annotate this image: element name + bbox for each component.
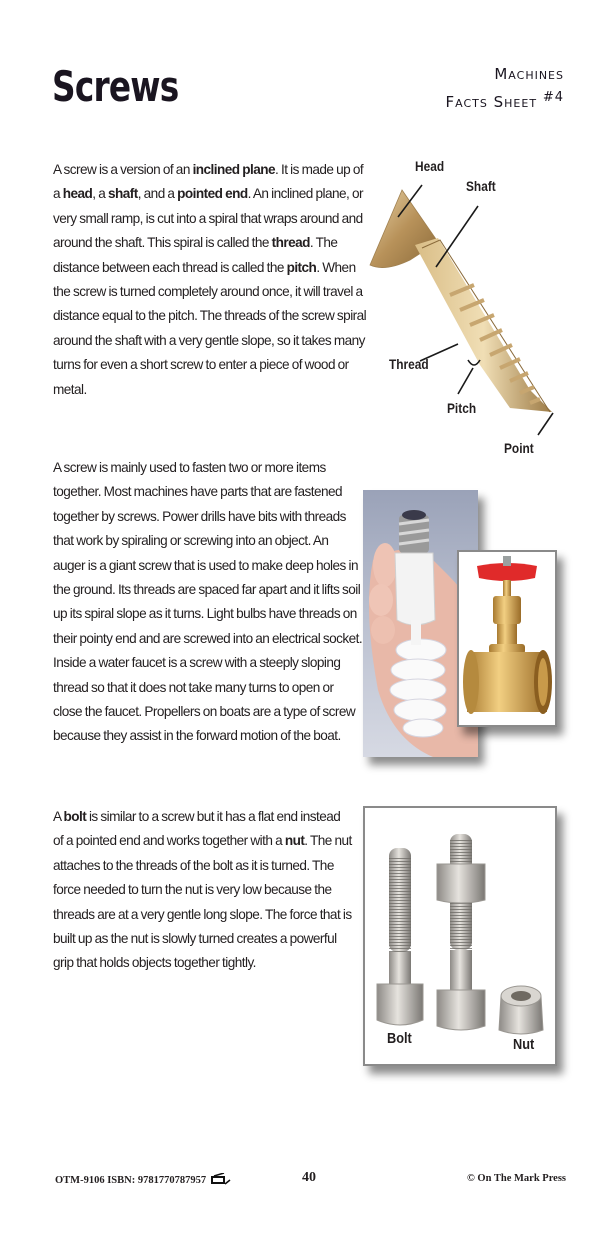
shaft-leader — [436, 206, 478, 267]
bolts-and-nut-image — [365, 808, 555, 1064]
pitch-leader — [458, 368, 473, 394]
sheet-number: #4 — [542, 90, 564, 105]
label-shaft: Shaft — [466, 178, 496, 194]
point-leader — [538, 413, 553, 435]
label-thread: Thread — [389, 356, 429, 372]
paragraph-screw-uses: A screw is mainly used to fasten two or more items together. Most machines have parts that are fastened together by screws. Power drills have bits with threads that work by spiraling or screwing into an object. An auger is a giant screw that is used to make deep holes in the ground. Its threads are spaced far apart and it lifts soil up its spiral slope as it turns. Light bulbs have threads on their pointy end and are screwed into an electrical socket. Inside a water faucet is a screw with a steeply sloping thread so that it does not take many turns to open or close the faucet. Propellers on boats are a type of screw because they assist in the forward motion of the boat. — [53, 460, 363, 744]
page-title: Screws — [52, 62, 179, 111]
footer-code: OTM-9106 ISBN: 9781770787957 — [55, 1173, 232, 1188]
water-faucet-image — [459, 552, 555, 725]
label-bolt: Bolt — [387, 1030, 412, 1047]
series-heading — [446, 62, 564, 114]
paragraph-screw-definition: A screw is a version of an inclined plane. It is made up of a head, a shaft, and a pointed end. An inclined plane, or very small ramp, is cut into a spiral that wraps around and around the shaft. This spiral is called the thread. The distance between each thread is called the pitch. When the screw is turned completely around once, it will travel a distance equal to the pitch. The threads of the screw spiral around the shaft with a very gentle slope, so it takes many turns for even a short screw to enter a piece of wood or metal. — [53, 162, 367, 397]
paragraph-bolt-nut: A bolt is similar to a screw but it has a flat end instead of a pointed end and works together with a nut. The nut attaches to the threads of the bolt as it is turned. The force needed to turn the nut is very low because the threads are at a very gentle long slope. The force that is built up as the nut is slowly turned creates a powerful grip that holds objects together tightly. — [53, 809, 352, 971]
screw-diagram — [360, 150, 580, 470]
bolt-and-nut-photo — [363, 806, 557, 1066]
fax-icon — [210, 1173, 232, 1188]
screw-illustration — [360, 150, 580, 470]
page-number: 40 — [302, 1170, 316, 1185]
label-pitch: Pitch — [447, 400, 477, 416]
label-point: Point — [504, 440, 534, 456]
water-faucet-photo — [457, 550, 557, 727]
series-name: Machines — [494, 65, 564, 83]
copyright: © On The Mark Press — [466, 1173, 566, 1184]
label-head: Head — [415, 158, 445, 174]
facts-sheet-label: Facts Sheet $^{\#4}$ — [445, 90, 564, 111]
label-nut: Nut — [513, 1036, 535, 1053]
